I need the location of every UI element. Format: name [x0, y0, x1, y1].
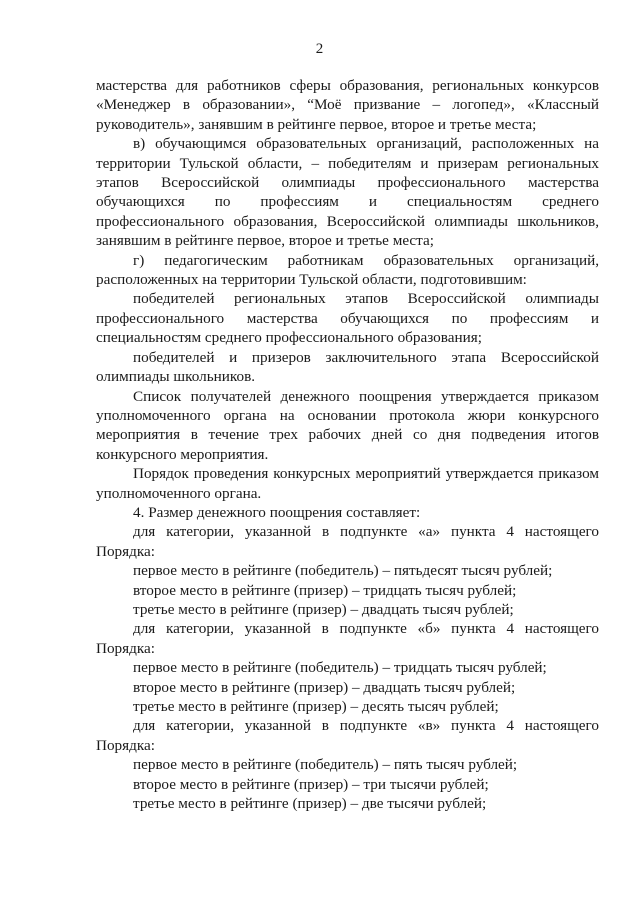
paragraph: первое место в рейтинге (победитель) – пять тысяч рублей;: [133, 756, 518, 774]
paragraph: второе место в рейтинге (призер) – двадцать тысяч рублей;: [133, 678, 516, 696]
document-body: [96, 76, 599, 813]
paragraph: победителей и призеров заключительного этапа Всероссийской олимпиады школьников.: [96, 348, 599, 386]
paragraph: первое место в рейтинге (победитель) – тридцать тысяч рублей;: [133, 659, 547, 677]
paragraph: победителей региональных этапов Всероссийской олимпиады профессионального мастерства обучающихся по профессиям и специальностям среднего профессионального образования;: [96, 290, 599, 347]
paragraph: второе место в рейтинге (призер) – тридцать тысяч рублей;: [133, 581, 517, 599]
paragraph: для категории, указанной в подпункте «а» пункта 4 настоящего Порядка:: [96, 523, 599, 560]
page-number: 2: [315, 41, 324, 57]
paragraph: первое место в рейтинге (победитель) – пятьдесят тысяч рублей;: [133, 562, 553, 580]
paragraph: третье место в рейтинге (призер) – десять тысяч рублей;: [133, 698, 499, 715]
paragraph: 4. Размер денежного поощрения составляет:: [133, 503, 421, 521]
paragraph: третье место в рейтинге (призер) – две тысячи рублей;: [133, 795, 487, 813]
paragraph: для категории, указанной в подпункте «б» пункта 4 настоящего Порядка:: [96, 620, 599, 657]
paragraph: для категории, указанной в подпункте «в» пункта 4 настоящего Порядка:: [96, 717, 599, 754]
paragraph: мастерства для работников сферы образования, региональных конкурсов «Менеджер в образовании», “Моё призвание – логопед», «Классный руководитель», занявшим в рейтинге первое, второе и третье места;: [96, 77, 599, 133]
paragraph: третье место в рейтинге (призер) – двадцать тысяч рублей;: [133, 600, 514, 618]
paragraph: второе место в рейтинге (призер) – три тысячи рублей;: [133, 775, 489, 793]
paragraph: в) обучающимся образовательных организаций, расположенных на территории Тульской области, – победителям и призерам региональных этапов Всероссийской олимпиады профессионального мастерства обучающихся по профессиям и специальностям среднего профессионального образования, Всероссийской олимпиады школьников, занявшим в рейтинге первое, второе и третье места;: [96, 135, 599, 250]
paragraph: г) педагогическим работникам образовательных организаций, расположенных на территории Тульской области, подготовившим:: [96, 251, 599, 289]
paragraph: Список получателей денежного поощрения утверждается приказом уполномоченного органа на основании протокола жюри конкурсного мероприятия в течение трех рабочих дней со дня подведения итогов конкурсного мероприятия.: [96, 387, 599, 463]
paragraph: Порядок проведения конкурсных мероприятий утверждается приказом уполномоченного органа.: [96, 465, 599, 502]
